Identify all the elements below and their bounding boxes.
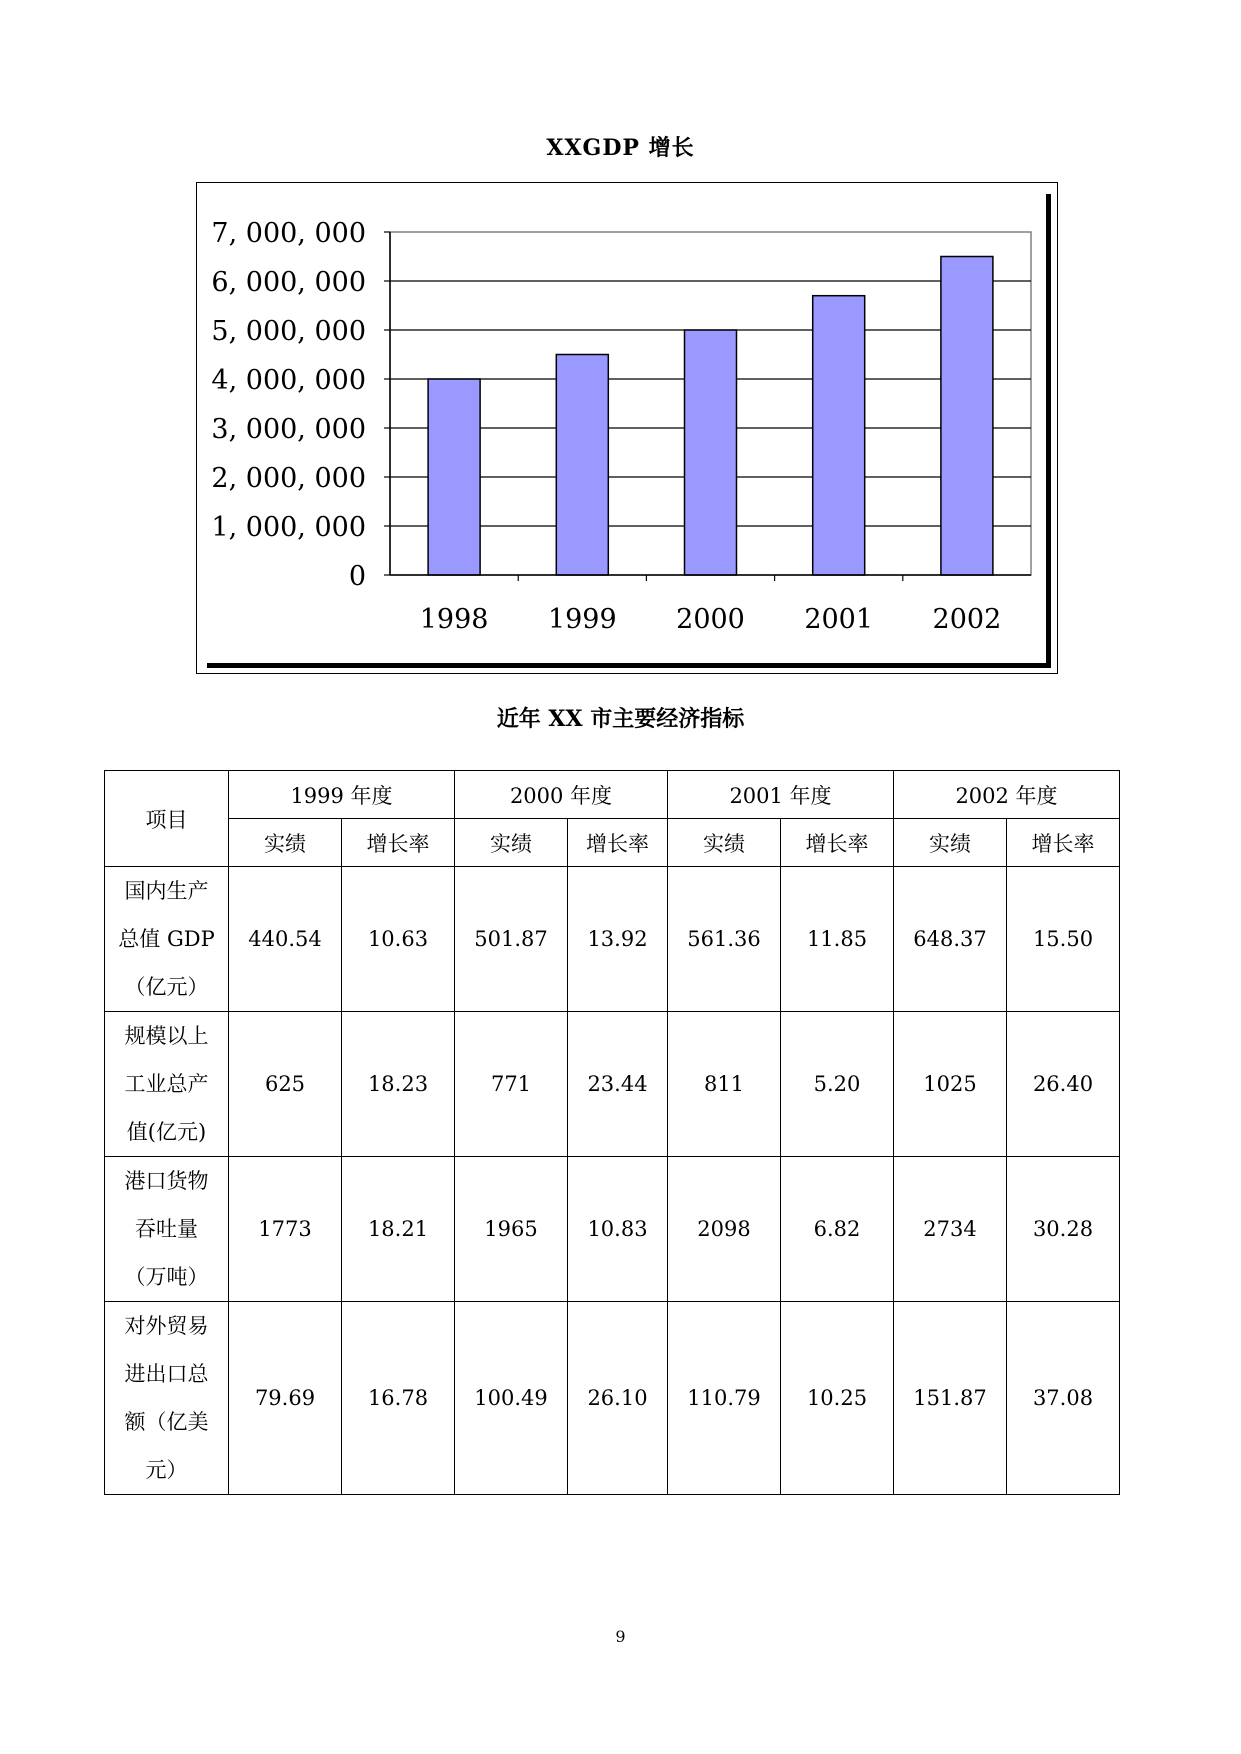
value-cell: 10.63	[342, 867, 455, 1012]
value-cell: 1773	[229, 1157, 342, 1302]
value-cell: 811	[668, 1012, 781, 1157]
subheader-actual-cell: 实绩	[455, 819, 568, 867]
row-label-cell	[105, 1012, 229, 1157]
row-label-line: 元）	[145, 1458, 188, 1482]
subheader-actual-cell: 实绩	[668, 819, 781, 867]
x-tick-labels	[420, 575, 1002, 635]
chart-title: XXGDP 增长	[546, 135, 695, 161]
gdp-bar-chart	[0, 0, 1241, 700]
bar-2002	[941, 257, 993, 576]
value-cell: 625	[229, 1012, 342, 1157]
y-tick-labels	[211, 218, 390, 592]
y-tick-label: 0	[348, 561, 366, 592]
value-cell: 16.78	[342, 1302, 455, 1495]
bar-1998	[428, 379, 480, 575]
row-label-line: 值(亿元)	[126, 1120, 207, 1144]
value-cell: 30.28	[1007, 1157, 1120, 1302]
value-cell: 440.54	[229, 867, 342, 1012]
value-cell: 771	[455, 1012, 568, 1157]
value-cell: 1025	[894, 1012, 1007, 1157]
value-cell: 37.08	[1007, 1302, 1120, 1495]
value-cell: 26.10	[568, 1302, 668, 1495]
y-tick-label: 5, 000, 000	[211, 316, 366, 347]
value-cell: 10.83	[568, 1157, 668, 1302]
value-cell: 648.37	[894, 867, 1007, 1012]
y-tick-label: 3, 000, 000	[211, 414, 366, 445]
value-cell: 100.49	[455, 1302, 568, 1495]
value-cell: 501.87	[455, 867, 568, 1012]
bar-1999	[556, 355, 608, 576]
row-label-line: 进出口总	[124, 1362, 209, 1386]
row-label-line: 吞吐量	[135, 1217, 198, 1241]
header-row-subheaders	[105, 819, 1120, 867]
table-row	[105, 1302, 1120, 1495]
subheader-actual-cell: 实绩	[894, 819, 1007, 867]
x-tick-label: 2002	[932, 604, 1002, 635]
row-label-cell	[105, 1157, 229, 1302]
value-cell: 15.50	[1007, 867, 1120, 1012]
value-cell: 561.36	[668, 867, 781, 1012]
year-header-cell: 2001 年度	[668, 771, 894, 819]
row-label-line: 对外贸易	[124, 1314, 209, 1338]
subheader-growth-cell: 增长率	[342, 819, 455, 867]
table-title: 近年 XX 市主要经济指标	[496, 706, 745, 732]
subheader-actual-cell: 实绩	[229, 819, 342, 867]
value-cell: 79.69	[229, 1302, 342, 1495]
y-tick-label: 2, 000, 000	[211, 463, 366, 494]
value-cell: 151.87	[894, 1302, 1007, 1495]
economic-indicators-table	[104, 770, 1120, 1495]
year-header-cell: 1999 年度	[229, 771, 455, 819]
value-cell: 18.23	[342, 1012, 455, 1157]
value-cell: 23.44	[568, 1012, 668, 1157]
value-cell: 18.21	[342, 1157, 455, 1302]
page-number: 9	[615, 1627, 626, 1646]
value-cell: 26.40	[1007, 1012, 1120, 1157]
row-label-line: 国内生产	[124, 879, 209, 903]
table-row	[105, 1157, 1120, 1302]
row-label-line: 港口货物	[124, 1169, 209, 1193]
row-label-line: 规模以上	[124, 1024, 209, 1048]
value-cell: 1965	[455, 1157, 568, 1302]
bar-2000	[685, 330, 737, 575]
year-header-cell: 2002 年度	[894, 771, 1120, 819]
row-label-line: （亿元）	[124, 975, 209, 999]
header-row-years	[105, 771, 1120, 819]
value-cell: 11.85	[781, 867, 894, 1012]
subheader-growth-cell: 增长率	[1007, 819, 1120, 867]
y-tick-label: 7, 000, 000	[211, 218, 366, 249]
row-label-cell	[105, 1302, 229, 1495]
table-row	[105, 867, 1120, 1012]
corner-label-cell: 项目	[105, 771, 229, 867]
value-cell: 13.92	[568, 867, 668, 1012]
value-cell: 10.25	[781, 1302, 894, 1495]
subheader-growth-cell: 增长率	[568, 819, 668, 867]
year-header-cell: 2000 年度	[455, 771, 668, 819]
row-label-line: 工业总产	[124, 1072, 209, 1096]
subheader-growth-cell: 增长率	[781, 819, 894, 867]
y-tick-label: 4, 000, 000	[211, 365, 366, 396]
x-tick-label: 2000	[676, 604, 745, 635]
value-cell: 6.82	[781, 1157, 894, 1302]
value-cell: 110.79	[668, 1302, 781, 1495]
value-cell: 5.20	[781, 1012, 894, 1157]
y-tick-label: 6, 000, 000	[211, 267, 366, 298]
x-tick-label: 1999	[547, 604, 617, 635]
row-label-line: 额（亿美	[124, 1410, 209, 1434]
bar-2001	[813, 296, 865, 575]
row-label-cell	[105, 867, 229, 1012]
value-cell: 2734	[894, 1157, 1007, 1302]
row-label-line: 总值 GDP	[118, 927, 215, 951]
value-cell: 2098	[668, 1157, 781, 1302]
x-tick-label: 2001	[804, 604, 874, 635]
y-tick-label: 1, 000, 000	[211, 512, 366, 543]
table-row	[105, 1012, 1120, 1157]
x-tick-label: 1998	[419, 604, 489, 635]
row-label-line: （万吨）	[124, 1265, 209, 1289]
